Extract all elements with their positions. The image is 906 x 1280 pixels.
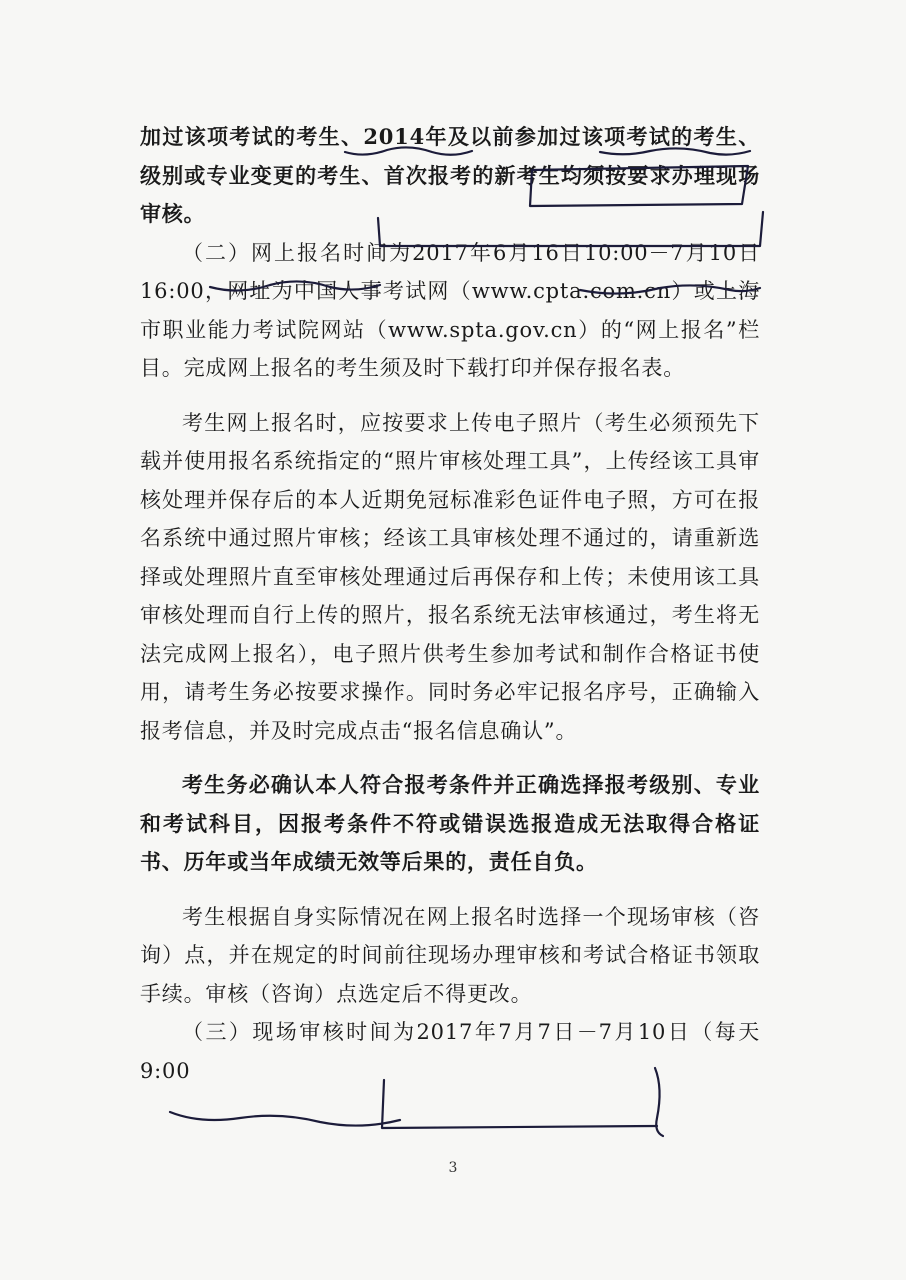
paragraph-6: （三）现场审核时间为2017年7月7日－7月10日（每天9:00 [140, 1020, 760, 1083]
paragraph-2: （二）网上报名时间为2017年6月16日10:00－7月10日16:00，网址为中国人事考试网（www.cpta.com.cn）或上海市职业能力考试院网站（www.spta.gov.cn）的“网上报名”栏目。完成网上报名的考生须及时下载打印并保存报名表。 [140, 240, 760, 380]
paragraph-4: 考生务必确认本人符合报考条件并正确选择报考级别、专业和考试科目，因报考条件不符或错误选报造成无法取得合格证书、历年或当年成绩无效等后果的，责任自负。 [140, 772, 760, 874]
document-body [140, 118, 760, 1090]
paragraph-5: 考生根据自身实际情况在网上报名时选择一个现场审核（咨询）点，并在规定的时间前往现场办理审核和考试合格证书领取手续。审核（咨询）点选定后不得更改。 [140, 904, 760, 1006]
paragraph-1: 加过该项考试的考生、2014年及以前参加过该项考试的考生、级别或专业变更的考生、首次报考的新考生均须按要求办理现场审核。 [140, 124, 760, 226]
paragraph-3: 考生网上报名时，应按要求上传电子照片（考生必须预先下载并使用报名系统指定的“照片审核处理工具”，上传经该工具审核处理并保存后的本人近期免冠标准彩色证件电子照，方可在报名系统中通过照片审核；经该工具审核处理不通过的，请重新选择或处理照片直至审核处理通过后再保存和上传；未使用该工具审核处理而自行上传的照片，报名系统无法审核通过，考生将无法完成网上报名），电子照片供考生参加考试和制作合格证书使用，请考生务必按要求操作。同时务必牢记报名序号，正确输入报考信息，并及时完成点击“报名信息确认”。 [140, 410, 760, 743]
page-number: 3 [448, 1160, 458, 1176]
underline-mark [170, 1112, 400, 1126]
